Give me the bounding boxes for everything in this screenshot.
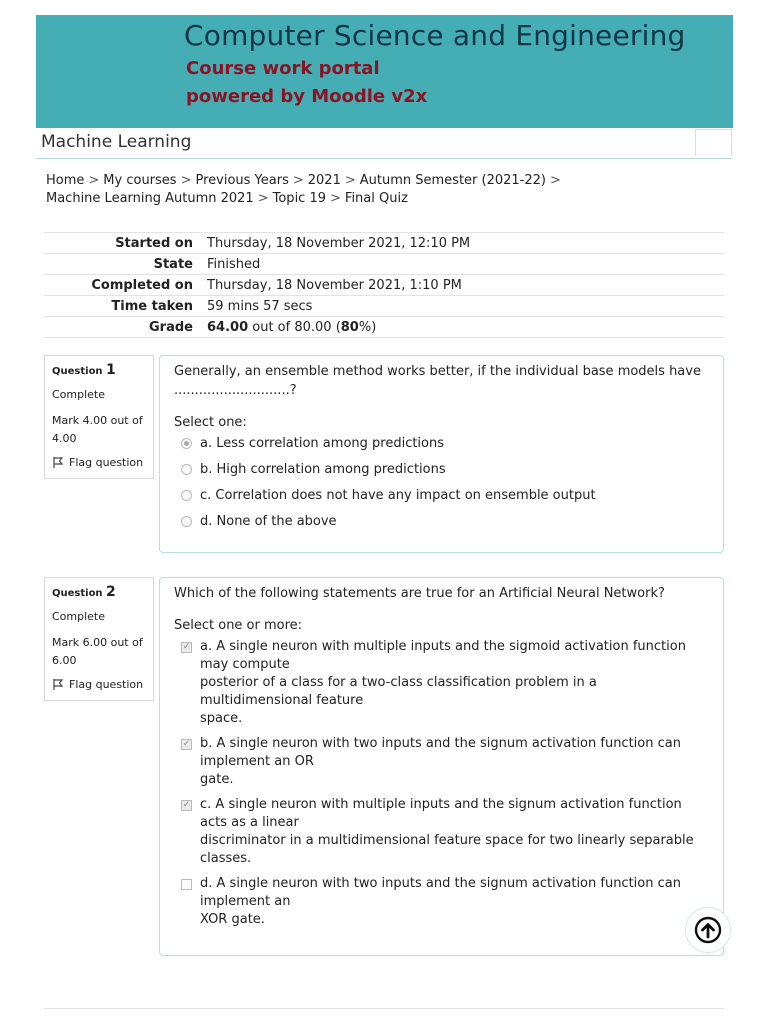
question-prompt: Select one: bbox=[174, 415, 247, 430]
answer-option[interactable] bbox=[174, 513, 709, 531]
answer-option[interactable] bbox=[174, 487, 709, 505]
grade-label: Grade bbox=[44, 317, 207, 338]
answer-label-cont: posterior of a class for a two-class classification problem in a multidimensional feature bbox=[200, 675, 597, 708]
answer-label: d. A single neuron with two inputs and the signum activation function can implement an bbox=[200, 876, 681, 909]
summary-row bbox=[44, 296, 724, 317]
answer-label: a. A single neuron with multiple inputs and the sigmoid activation function may compute bbox=[200, 639, 686, 672]
chevron-right-icon: > bbox=[330, 191, 341, 206]
question-1-info bbox=[44, 355, 154, 479]
question-number-value: 2 bbox=[106, 584, 116, 600]
chevron-right-icon: > bbox=[292, 173, 304, 188]
chevron-right-icon: > bbox=[88, 173, 100, 188]
answer-option[interactable] bbox=[174, 435, 709, 453]
grade-out-of: out of 80.00 ( bbox=[248, 319, 341, 335]
question-state: Complete bbox=[52, 610, 106, 623]
answer-label-cont: classes. bbox=[200, 851, 252, 866]
question-number: Question 1 bbox=[52, 362, 116, 378]
question-2-info bbox=[44, 577, 154, 701]
flag-question-label: Flag question bbox=[69, 678, 144, 691]
site-subtitle-2: powered by Moodle v2x bbox=[186, 86, 428, 107]
question-number-value: 1 bbox=[106, 362, 116, 378]
summary-row bbox=[44, 233, 724, 254]
nav-toggle-button[interactable] bbox=[695, 129, 732, 156]
breadcrumb-course[interactable]: Machine Learning Autumn 2021 bbox=[46, 191, 254, 206]
chevron-right-icon: > bbox=[257, 191, 269, 206]
answer-option[interactable] bbox=[174, 461, 709, 479]
answer-label-cont: XOR gate. bbox=[200, 912, 265, 927]
breadcrumb-year[interactable]: 2021 bbox=[307, 173, 341, 188]
radio-button-selected[interactable] bbox=[181, 438, 192, 449]
chevron-right-icon: > bbox=[180, 173, 192, 188]
grade-score: 64.00 bbox=[207, 319, 249, 335]
question-text: Generally, an ensemble method works better, if the individual base models have ............................? bbox=[174, 364, 701, 398]
flag-question-link[interactable] bbox=[52, 678, 146, 691]
breadcrumb bbox=[46, 172, 726, 208]
answer-option[interactable] bbox=[174, 735, 709, 789]
checkbox[interactable] bbox=[181, 879, 192, 890]
radio-button[interactable] bbox=[181, 516, 192, 527]
radio-button[interactable] bbox=[181, 490, 192, 501]
site-subtitle-1: Course work portal bbox=[186, 58, 380, 79]
question-prompt: Select one or more: bbox=[174, 618, 303, 633]
answer-option[interactable] bbox=[174, 796, 709, 868]
answer-label-cont: discriminator in a multidimensional feature space for two linearly separable bbox=[200, 833, 694, 848]
flag-icon bbox=[52, 678, 64, 691]
course-title[interactable]: Machine Learning bbox=[41, 132, 192, 152]
answer-label: b. A single neuron with two inputs and the signum activation function can implement an OR bbox=[200, 736, 681, 769]
question-mark: Mark 4.00 out of 4.00 bbox=[52, 414, 143, 445]
flag-icon bbox=[52, 456, 64, 469]
chevron-right-icon: > bbox=[344, 173, 356, 188]
chevron-right-icon: > bbox=[550, 173, 561, 188]
breadcrumb-semester[interactable]: Autumn Semester (2021-22) bbox=[359, 173, 546, 188]
answer-option[interactable] bbox=[174, 875, 709, 929]
divider bbox=[44, 1008, 724, 1009]
question-2-content bbox=[159, 577, 724, 956]
started-label: Started on bbox=[44, 233, 207, 254]
answer-option[interactable] bbox=[174, 638, 709, 728]
answer-label-cont: gate. bbox=[200, 772, 234, 787]
question-number: Question 2 bbox=[52, 584, 116, 600]
time-label: Time taken bbox=[44, 296, 207, 317]
question-text: Which of the following statements are true for an Artificial Neural Network? bbox=[174, 586, 665, 601]
grade-value bbox=[207, 317, 724, 338]
completed-value: Thursday, 18 November 2021, 1:10 PM bbox=[207, 275, 724, 296]
grade-percent: 80 bbox=[340, 319, 359, 335]
answer-label: a. Less correlation among predictions bbox=[200, 436, 445, 451]
grade-percent-sign: %) bbox=[358, 319, 377, 335]
state-label: State bbox=[44, 254, 207, 275]
flag-question-label: Flag question bbox=[69, 456, 144, 469]
answer-label: b. High correlation among predictions bbox=[200, 462, 446, 477]
checkbox-checked[interactable]: ✓ bbox=[182, 800, 191, 810]
arrow-up-circle-icon bbox=[694, 916, 722, 944]
breadcrumb-my-courses[interactable]: My courses bbox=[103, 173, 177, 188]
completed-label: Completed on bbox=[44, 275, 207, 296]
site-title: Computer Science and Engineering bbox=[184, 19, 686, 52]
answer-label: c. Correlation does not have any impact on ensemble output bbox=[200, 488, 596, 503]
summary-row bbox=[44, 317, 724, 338]
radio-button[interactable] bbox=[181, 464, 192, 475]
time-value: 59 mins 57 secs bbox=[207, 296, 724, 317]
question-1-content bbox=[159, 355, 724, 553]
checkbox-checked[interactable]: ✓ bbox=[182, 739, 191, 749]
checkbox-checked[interactable]: ✓ bbox=[182, 642, 191, 652]
header-banner bbox=[36, 15, 733, 128]
summary-row bbox=[44, 254, 724, 275]
summary-row bbox=[44, 275, 724, 296]
breadcrumb-topic[interactable]: Topic 19 bbox=[272, 191, 326, 206]
answer-label-cont: space. bbox=[200, 711, 243, 726]
started-value: Thursday, 18 November 2021, 12:10 PM bbox=[207, 233, 724, 254]
question-state: Complete bbox=[52, 388, 106, 401]
question-mark: Mark 6.00 out of 6.00 bbox=[52, 636, 143, 667]
breadcrumb-home[interactable]: Home bbox=[46, 173, 85, 188]
course-header bbox=[36, 128, 732, 159]
flag-question-link[interactable] bbox=[52, 456, 146, 469]
answer-label: d. None of the above bbox=[200, 514, 337, 529]
back-to-top-button[interactable] bbox=[685, 907, 731, 953]
attempt-summary-table bbox=[44, 232, 724, 338]
state-value: Finished bbox=[207, 254, 724, 275]
breadcrumb-quiz[interactable]: Final Quiz bbox=[344, 191, 408, 206]
breadcrumb-previous-years[interactable]: Previous Years bbox=[195, 173, 289, 188]
answer-label: c. A single neuron with multiple inputs and the signum activation function acts as a linear bbox=[200, 797, 682, 830]
